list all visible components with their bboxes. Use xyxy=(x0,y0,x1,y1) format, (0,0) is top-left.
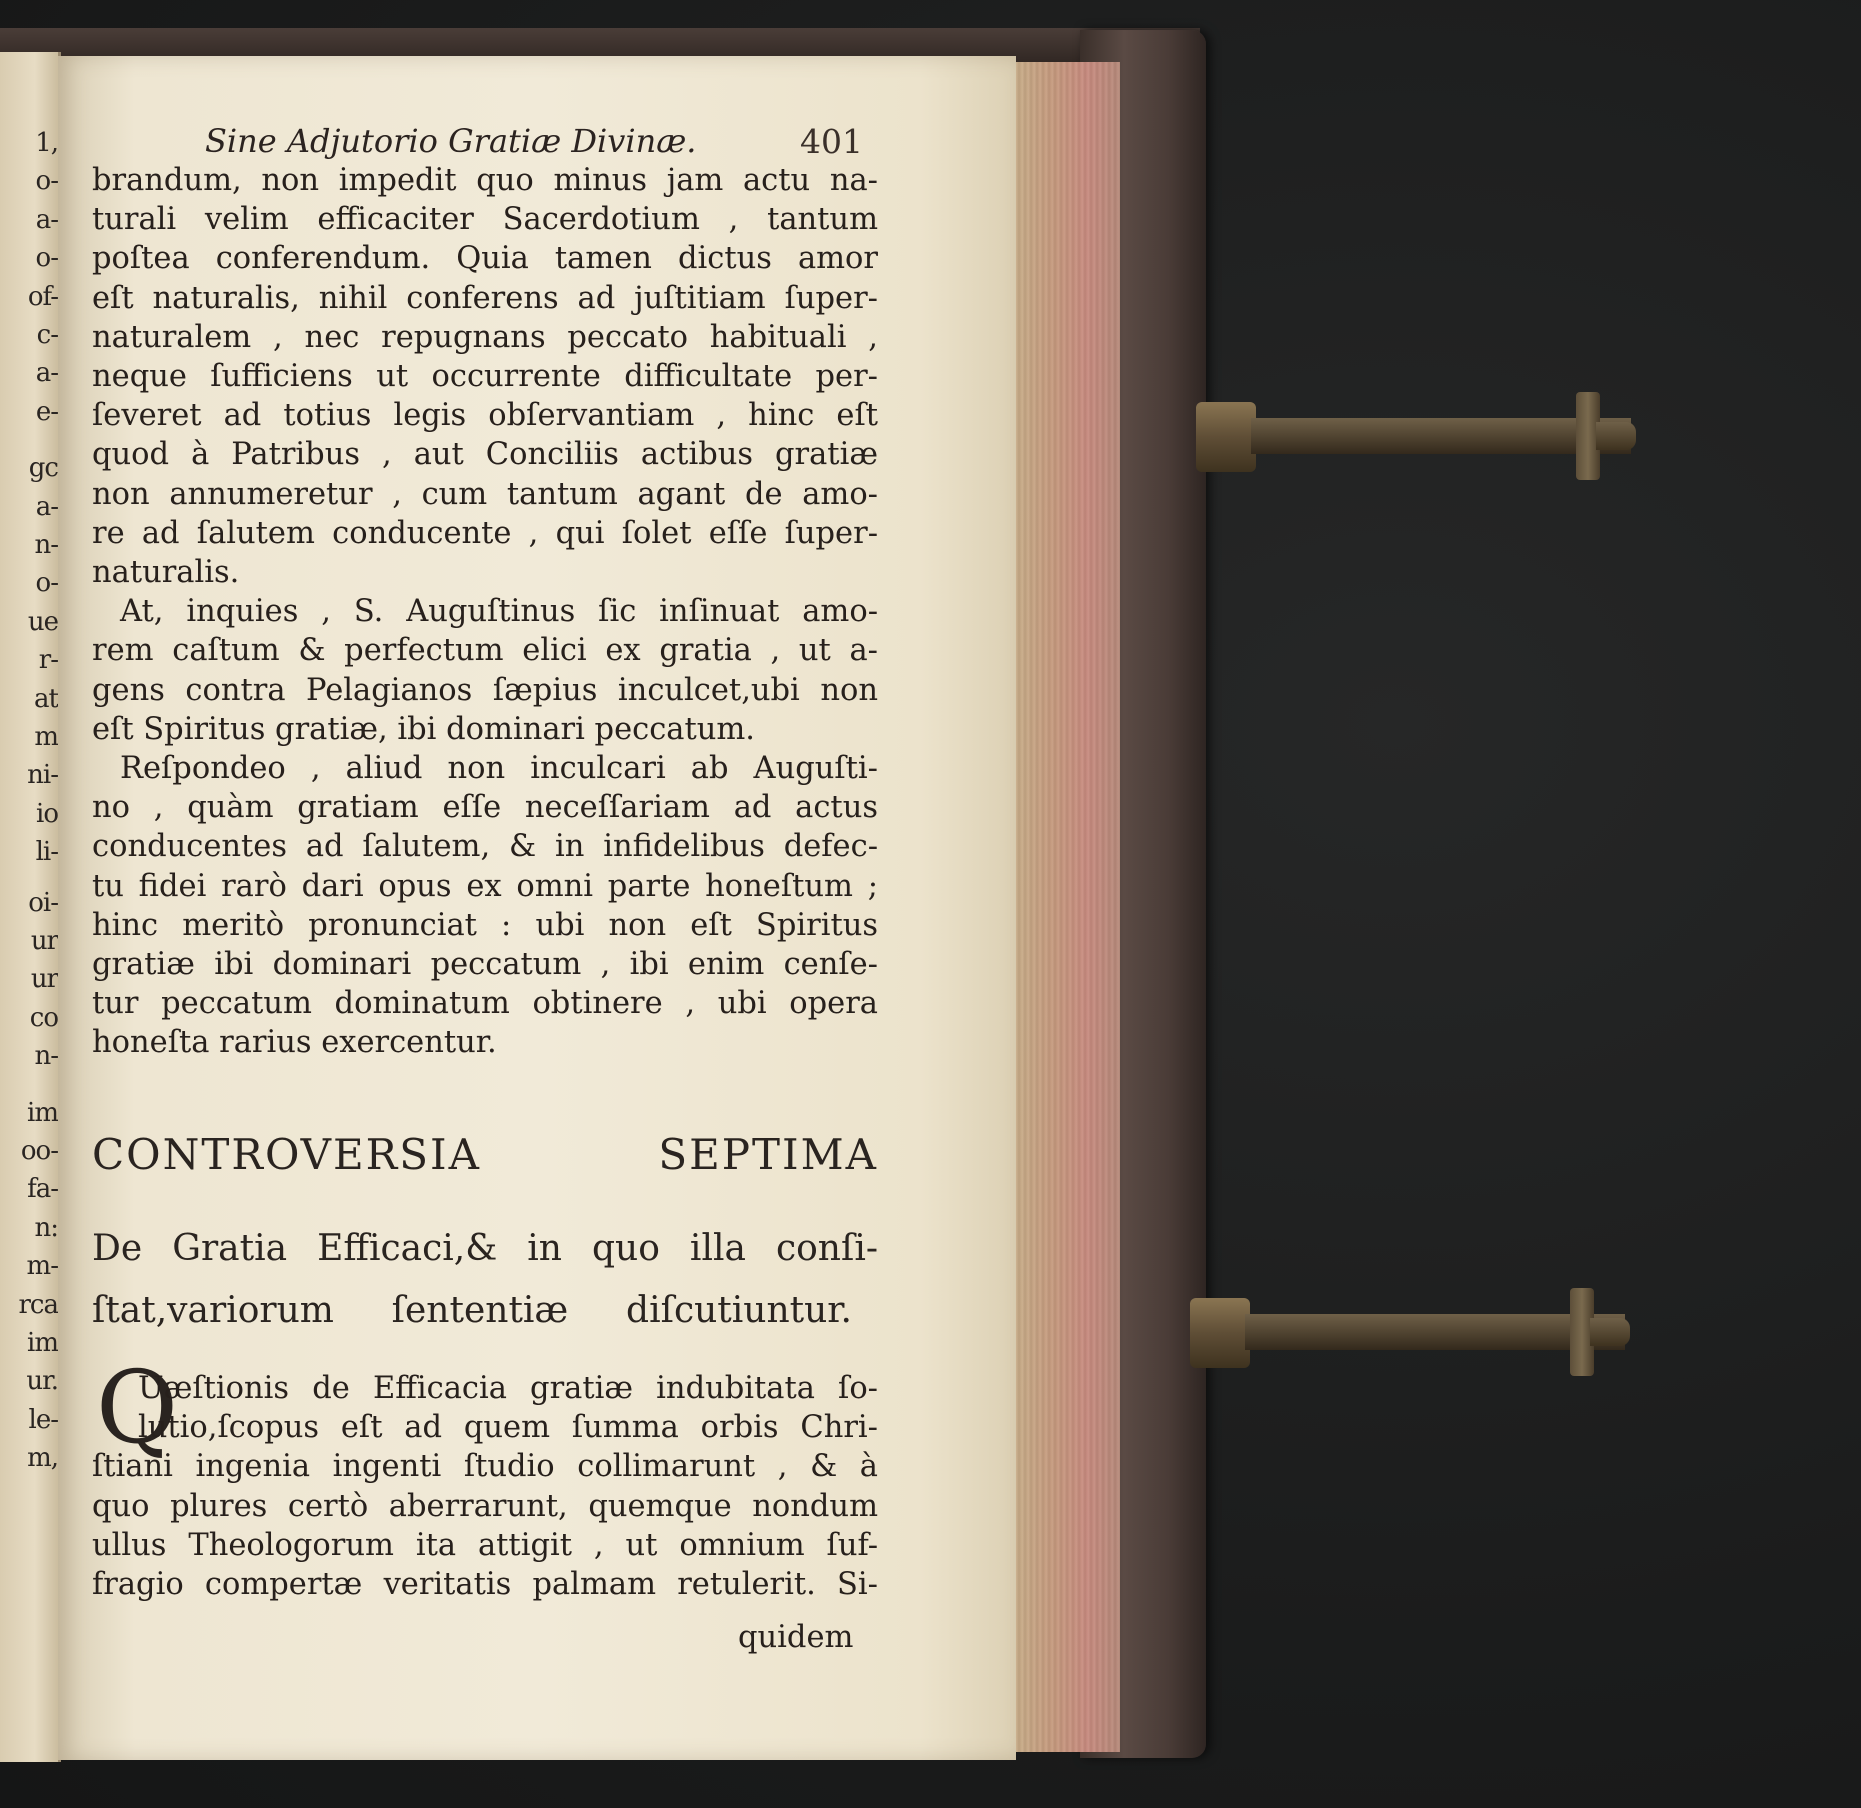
left-page-fragment: a- xyxy=(35,491,58,522)
body-line: non annumeretur , cum tantum agant de amo- xyxy=(92,476,878,512)
body-line: gens contra Pelagianos ſæpius inculcet,ubi non xyxy=(92,672,878,708)
paragraph-line: ſtiani ingenia ingenti ſtudio collimarunt , & à xyxy=(92,1449,878,1485)
body-line: Reſpondeo , aliud non inculcari ab Auguſti- xyxy=(120,751,878,786)
left-page-fragment: oi- xyxy=(28,887,58,918)
body-line: tur peccatum dominatum obtinere , ubi opera xyxy=(92,986,878,1022)
left-page-fragment: im xyxy=(27,1328,58,1358)
lower-clasp xyxy=(1190,1288,1640,1372)
body-line: rem caſtum & perfectum elici ex gratia , ut a- xyxy=(92,633,878,669)
body-line: neque ſufficiens ut occurrente difficultate per- xyxy=(92,359,878,394)
paragraph-line: quo plures certò aberrarunt, quemque nondum xyxy=(92,1488,878,1524)
body-line: brandum, non impedit quo minus jam actu na- xyxy=(92,163,878,198)
left-page-fragment: oo- xyxy=(20,1136,58,1166)
left-page-fragment: ur. xyxy=(26,1366,58,1397)
body-line: naturalis. xyxy=(92,555,240,590)
paragraph-line: ullus Theologorum ita attigit , ut omnium ſuf- xyxy=(92,1527,878,1563)
left-page-fragment: li- xyxy=(35,837,58,868)
upper-clasp xyxy=(1196,392,1646,476)
left-page-fragment: fa- xyxy=(27,1174,58,1205)
upper-clasp-tip xyxy=(1596,422,1636,450)
left-page-fragment: m xyxy=(34,722,58,752)
drop-cap: Q xyxy=(96,1349,178,1466)
body-line: tu fidei rarò dari opus ex omni parte honeſtum ; xyxy=(92,868,878,904)
paragraph-line: fragio compertæ veritatis palmam retulerit. Si- xyxy=(92,1567,878,1602)
left-page-fragment: n- xyxy=(34,530,58,560)
lower-clasp-bar xyxy=(1245,1314,1625,1350)
body-line: turali velim efficaciter Sacerdotium , tantum xyxy=(92,202,878,238)
body-line: no , quàm gratiam eſſe neceſſariam ad actus xyxy=(92,790,878,826)
left-page-fragment: a- xyxy=(35,358,58,389)
paragraph-line: Uæſtionis de Efficacia gratiæ indubitata ſo- xyxy=(138,1371,878,1406)
body-line: eſt Spiritus gratiæ, ibi dominari peccatum. xyxy=(92,711,755,747)
left-page-fragment: rca xyxy=(18,1289,58,1320)
left-page-fragment: n- xyxy=(34,1041,58,1072)
left-page-fragment: o- xyxy=(35,243,58,274)
lower-clasp-hinge xyxy=(1190,1298,1250,1368)
upper-clasp-hinge xyxy=(1196,402,1256,472)
section-subheading-line-1: De Gratia Efficaci,& in quo illa conſi- xyxy=(92,1228,878,1269)
left-page-fragment: ur xyxy=(30,926,58,956)
left-page-fragment: ni- xyxy=(27,760,58,791)
upper-clasp-bar xyxy=(1251,418,1631,454)
lower-clasp-tip xyxy=(1590,1318,1630,1346)
section-heading: CONTROVERSIA SEPTIMA xyxy=(92,1130,878,1179)
body-line: gratiæ ibi dominari peccatum , ibi enim cenſe- xyxy=(92,947,878,982)
left-page-fragment: ur xyxy=(30,964,58,995)
section-subheading-line-2: ſtat,variorum ſententiæ diſcutiuntur. xyxy=(92,1290,852,1331)
body-line: re ad ſalutem conducente , qui ſolet eſſe ſuper- xyxy=(92,515,878,551)
body-line: honeſta rarius exercentur. xyxy=(92,1025,497,1061)
left-page-fragment: r- xyxy=(38,645,58,676)
left-page-fragment: im xyxy=(27,1097,58,1128)
body-line: eſt naturalis, nihil conferens ad juſtitiam ſuper- xyxy=(92,280,878,316)
body-line: At, inquies , S. Auguſtinus ſic inſinuat amo- xyxy=(120,594,878,630)
left-page-fragment: 1, xyxy=(35,128,58,158)
running-head: Sine Adjutorio Gratiæ Divinæ. xyxy=(205,122,697,160)
left-page-fragment: le- xyxy=(28,1404,58,1435)
left-page-fragment: o- xyxy=(35,166,58,197)
body-line: conducentes ad ſalutem, & in infidelibus defec- xyxy=(92,829,878,865)
left-page-fragment: m- xyxy=(26,1251,58,1282)
left-page-fragment: co xyxy=(29,1002,58,1033)
left-page-fragment: c- xyxy=(36,320,58,350)
left-page-fragment: o- xyxy=(35,568,58,599)
left-page-fragment: io xyxy=(36,798,58,829)
body-line: hinc meritò pronunciat : ubi non eſt Spiritus xyxy=(92,907,878,943)
body-line: quod à Patribus , aut Conciliis actibus gratiæ xyxy=(92,437,878,473)
body-line: poſtea conferendum. Quia tamen dictus amor xyxy=(92,241,878,277)
left-page-fragment: e- xyxy=(35,396,58,427)
left-page-fragment: a- xyxy=(35,204,58,235)
left-page-fragment: at xyxy=(34,683,58,714)
body-line: ſeveret ad totius legis obſervantiam , hinc eſt xyxy=(92,398,878,434)
left-page-fragment: of- xyxy=(27,281,58,312)
left-page xyxy=(0,52,61,1762)
catchword: quidem xyxy=(738,1620,854,1655)
paragraph-line: lutio,ſcopus eſt ad quem ſumma orbis Chri- xyxy=(138,1410,878,1446)
left-page-fragment: m, xyxy=(27,1443,58,1474)
body-line: naturalem , nec repugnans peccato habituali , xyxy=(92,319,878,355)
left-page-fragment: gc xyxy=(28,453,58,484)
left-page-fragment: n: xyxy=(34,1212,58,1243)
left-page-fragment: ue xyxy=(27,606,58,637)
page-number: 401 xyxy=(800,122,863,161)
page-fore-edge xyxy=(1010,62,1120,1752)
